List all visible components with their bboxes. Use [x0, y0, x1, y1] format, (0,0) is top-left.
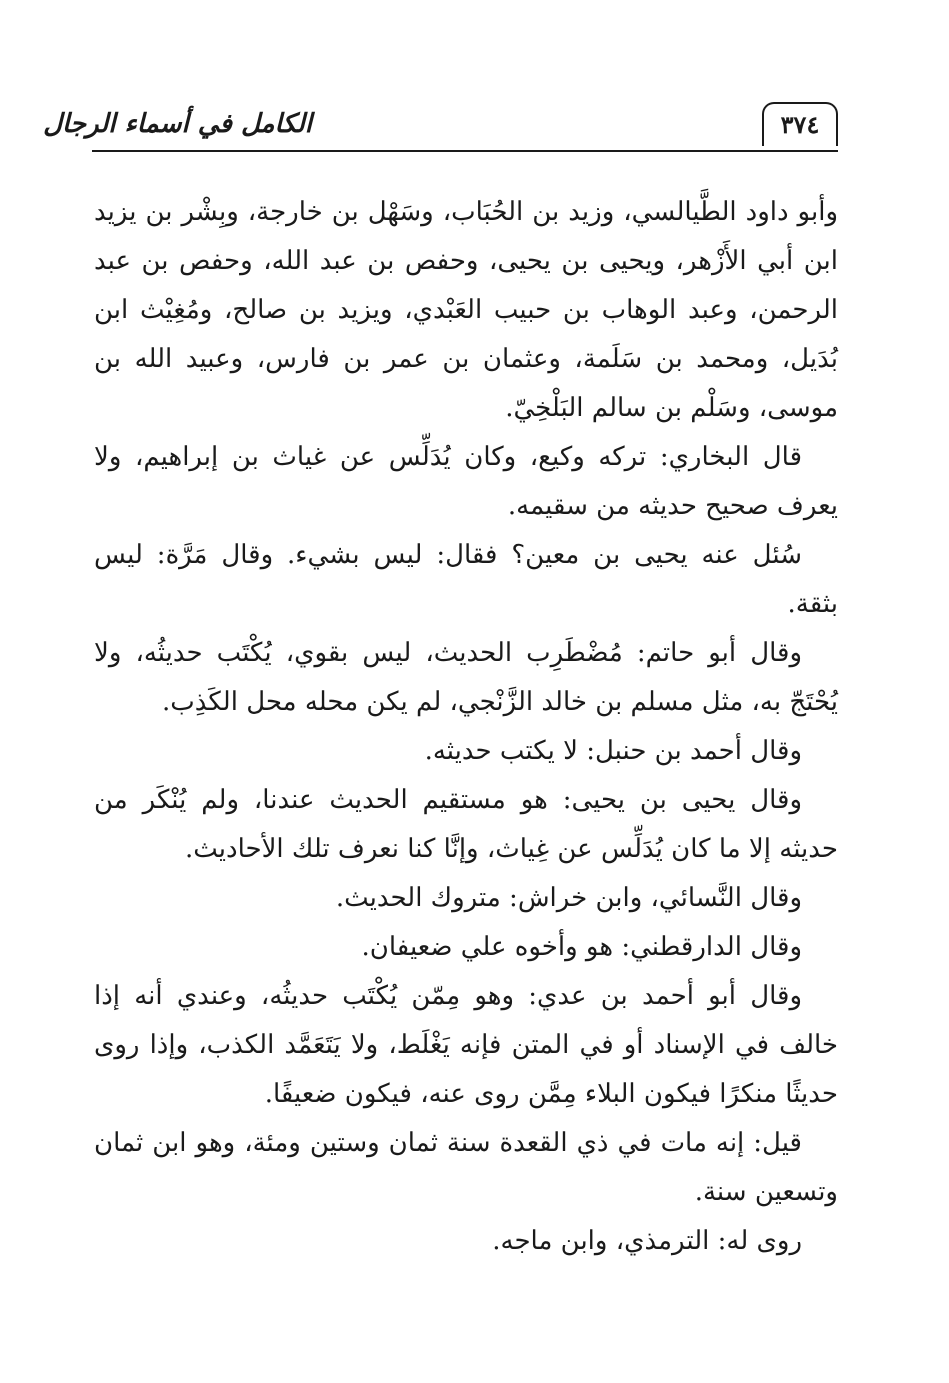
paragraph-9: وقال أبو أحمد بن عدي: وهو مِمّن يُكْتَب حديثُه، وعندي أنه إذا خالف في الإسناد أو في المتن فإنه يَغْلَط، ولا يَتَعَمَّد الكذب، وإذا روى حديثًا منكرًا فيكون البلاء مِمَّن روى عنه، فيكون ضعيفًا. — [94, 981, 838, 1109]
paragraph-1: وأبو داود الطَّيالسي، وزيد بن الحُبَاب، وسَهْل بن خارجة، وبِشْر بن يزيد ابن أبي الأَزْهر، ويحيى بن يحيى، وحفص بن عبد الله، وحفص بن عبد الرحمن، وعبد الوهاب بن حبيب العَبْدي، ويزيد بن صالح، ومُغِيْث ابن بُدَيل، ومحمد بن سَلَمة، وعثمان بن عمر بن فارس، وعبيد الله بن موسى، وسَلْم بن سالم البَلْخِيّ. — [94, 197, 838, 423]
page-body — [94, 188, 838, 1266]
paragraph-6: وقال يحيى بن يحيى: هو مستقيم الحديث عندنا، ولم يُنْكَر من حديثه إلا ما كان يُدَلِّس عن غِياث، وإنَّا كنا نعرف تلك الأحاديث. — [94, 785, 838, 864]
page-number: ٣٧٤ — [762, 102, 838, 146]
paragraph-2: قال البخاري: تركه وكيع، وكان يُدَلِّس عن غياث بن إبراهيم، ولا يعرف صحيح حديثه من سقيمه. — [94, 442, 838, 521]
page-header — [43, 100, 838, 152]
paragraph-11: روى له: الترمذي، وابن ماجه. — [492, 1226, 802, 1256]
paragraph-7: وقال النَّسائي، وابن خراش: متروك الحديث. — [335, 883, 802, 913]
paragraph-4: وقال أبو حاتم: مُضْطَرِب الحديث، ليس بقوي، يُكْتَب حديثُه، ولا يُحْتَجّ به، مثل مسلم بن خالد الزَّنْجي، لم يكن محله محل الكَذِب. — [94, 638, 838, 717]
book-title: الكامل في أسماء الرجال — [43, 109, 312, 139]
paragraph-8: وقال الدارقطني: هو وأخوه علي ضعيفان. — [361, 932, 802, 962]
paragraph-5: وقال أحمد بن حنبل: لا يكتب حديثه. — [424, 736, 802, 766]
paragraph-3: سُئل عنه يحيى بن معين؟ فقال: ليس بشيء. وقال مَرَّة: ليس بثقة. — [94, 540, 838, 619]
paragraph-10: قيل: إنه مات في ذي القعدة سنة ثمان وستين ومئة، وهو ابن ثمان وتسعين سنة. — [94, 1128, 838, 1207]
header-rule — [92, 150, 838, 152]
